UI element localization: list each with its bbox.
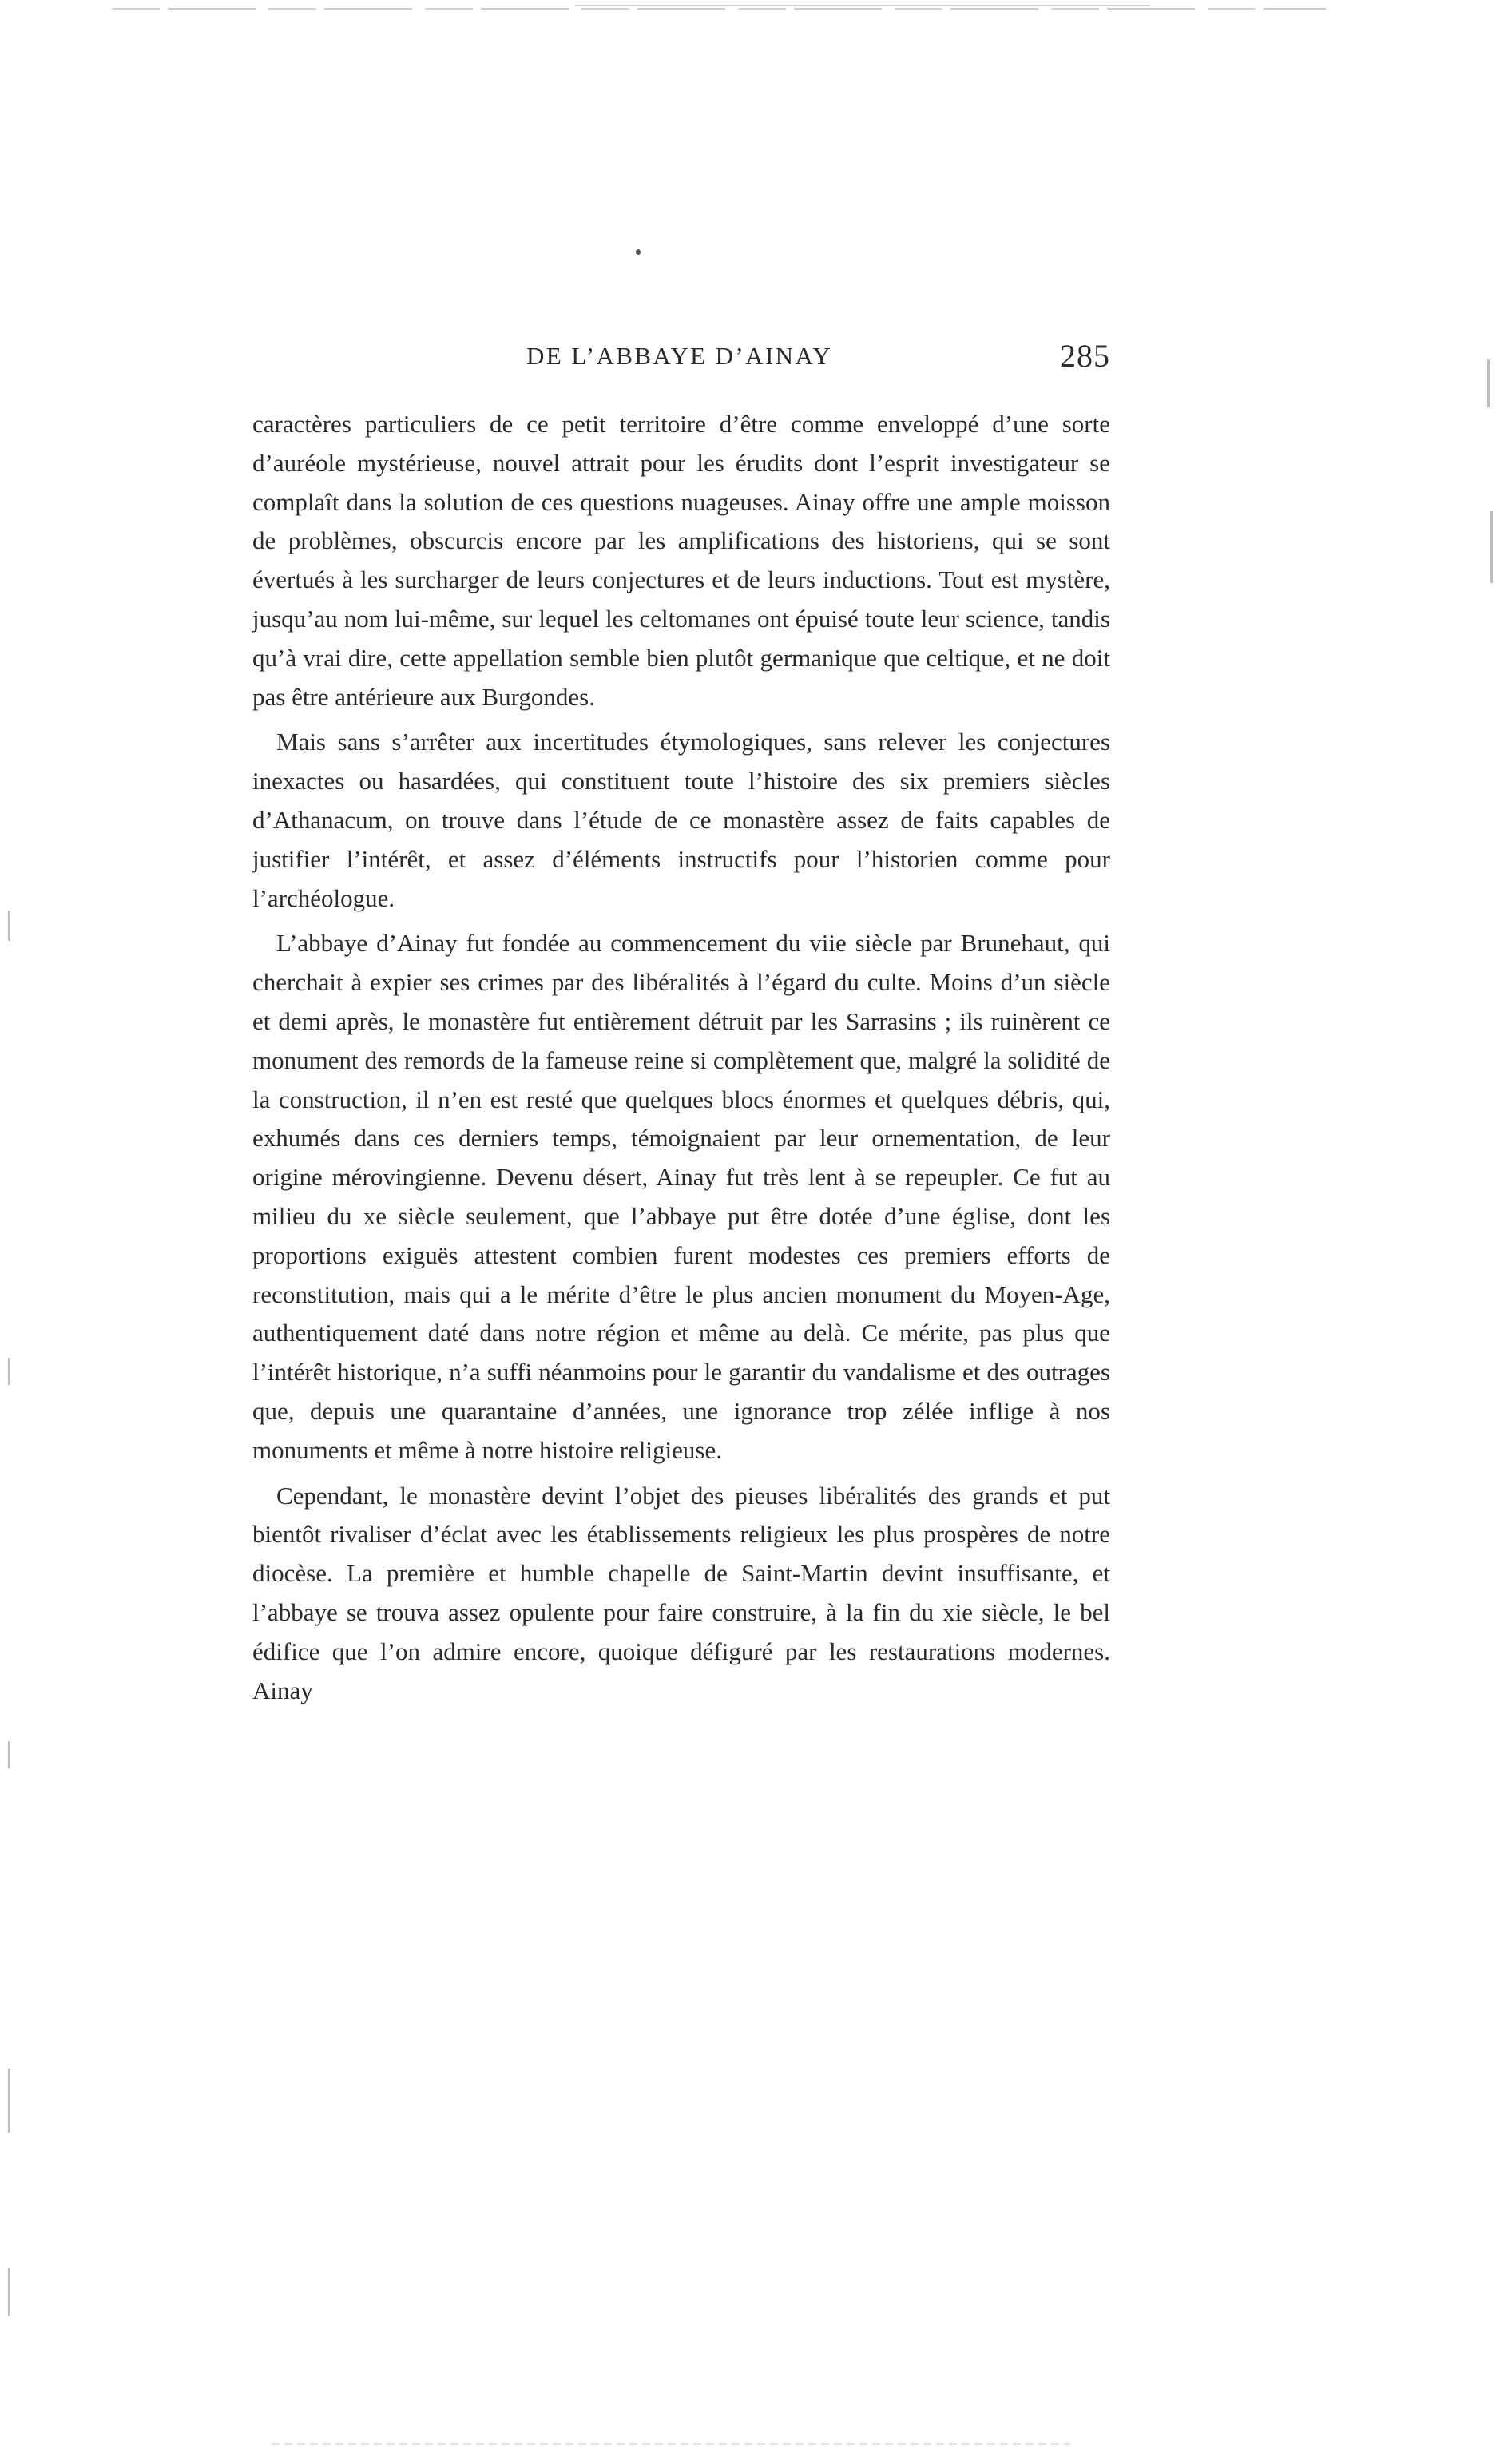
paragraph-1: caractères particuliers de ce petit territoire d’être comme enveloppé d’une sorte d’auréole mystérieuse, nouvel attrait pour les érudits dont l’esprit investigateur se complaît dans la solution de ces questions nuageuses. Ainay offre une ample moisson de problèmes, obscurcis encore par les amplifications des historiens, qui se sont évertués à les surcharger de leurs conjectures et de leurs inductions. Tout est mystère, jusqu’au nom lui-même, sur lequel les celtomanes ont épuisé toute leur science, tandis qu’à vrai dire, cette appellation semble bien plutôt germanique que celtique, et ne doit pas être antérieure aux Burgondes. — [252, 410, 1110, 711]
page-header — [252, 338, 1110, 385]
ink-speck — [636, 249, 641, 255]
margin-mark — [8, 1358, 10, 1385]
page-number: 285 — [1060, 338, 1110, 374]
body-text — [252, 405, 1110, 1710]
scan-edge-line — [575, 5, 1150, 6]
paragraph-4: Cependant, le monastère devint l’objet des pieuses libéralités des grands et put bientôt rivaliser d’éclat avec les établissements religieux les plus prospères de notre diocèse. La première et humble chapelle de Saint-Martin devint insuffisante, et l’abbaye se trouva assez opulente pour faire construire, à la fin du xie siècle, le bel édifice que l’on admire encore, quoique défiguré par les restaurations modernes. Ainay — [252, 1481, 1110, 1704]
margin-mark — [1487, 359, 1490, 407]
scan-edge-line — [272, 2443, 1070, 2445]
scan-edge-line — [112, 8, 1326, 10]
margin-mark — [8, 2069, 10, 2133]
margin-mark — [8, 911, 10, 941]
running-head: DE L’ABBAYE D’AINAY — [526, 342, 833, 370]
paragraph-3: L’abbaye d’Ainay fut fondée au commencement du viie siècle par Brunehaut, qui cherchait à expier ses crimes par des libéralités à l’égard du culte. Moins d’un siècle et demi après, le monastère fut entièrement détruit par les Sarrasins ; ils ruinèrent ce monument des remords de la fameuse reine si complètement que, malgré la solidité de la construction, il n’en est resté que quelques blocs énormes et quelques débris, qui, exhumés dans ces derniers temps, témoignaient par leur ornementation, de leur origine mérovingienne. Devenu désert, Ainay fut très lent à se repeupler. Ce fut au milieu du xe siècle seulement, que l’abbaye put être dotée d’une église, dont les proportions exiguës attestent combien furent modestes ces premiers efforts de reconstitution, mais qui a le mérite d’être le plus ancien monument du Moyen-Age, authentiquement daté dans notre région et même au delà. Ce mérite, pas plus que l’intérêt historique, n’a suffi néanmoins pour le garantir du vandalisme et des outrages que, depuis une quarantaine d’années, une ignorance trop zélée inflige à nos monuments et même à notre histoire religieuse. — [252, 929, 1110, 1464]
margin-mark — [8, 2268, 10, 2316]
margin-mark — [8, 1741, 10, 1768]
margin-mark — [1490, 511, 1493, 583]
paragraph-2: Mais sans s’arrêter aux incertitudes étymologiques, sans relever les conjectures inexactes ou hasardées, qui constituent toute l’histoire des six premiers siècles d’Athanacum, on trouve dans l’étude de ce monastère assez de faits capables de justifier l’intérêt, et assez d’éléments instructifs pour l’historien comme pour l’archéologue. — [252, 728, 1110, 912]
